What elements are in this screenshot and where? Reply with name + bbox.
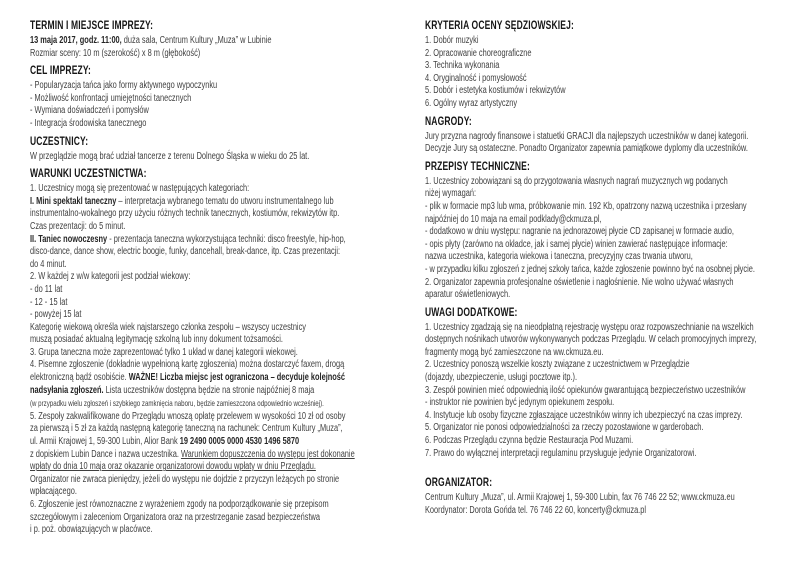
text-line xyxy=(425,73,799,86)
text-segment: W przeglądzie mogą brać udział tancerze z terenu Dolnego Śląska w wieku do 25 lat. xyxy=(30,150,310,162)
text-segment: fragmenty mogą być zamieszczone na ww.ckmuza.eu. xyxy=(425,346,604,358)
section-heading: CEL IMPREZY: xyxy=(30,65,92,78)
section-heading: UCZESTNICY: xyxy=(30,135,89,148)
text-line xyxy=(30,385,404,398)
text-line xyxy=(30,196,404,209)
text-line xyxy=(425,322,799,335)
text-segment: 5. Dobór i estetyka kostiumów i rekwizytów xyxy=(425,85,566,97)
text-segment: Centrum Kultury „Muza”, ul. Armii Krajowej 1, 59-300 Lubin, fax 76 746 22 52; www.ckmuza.eu xyxy=(425,492,735,504)
text-line xyxy=(425,359,799,372)
text-segment: - 12 - 15 lat xyxy=(30,296,68,308)
text-segment: dostępnych nośnikach utworów wykonywanych podczas Przeglądu. W celach promocyjnych imprezy, xyxy=(425,334,757,346)
text-segment: - plik w formacie mp3 lub wma, próbkowanie min. 192 Kb, opatrzony nazwą uczestnika i przesłany xyxy=(425,200,747,212)
section-heading: KRYTERIA OCENY SĘDZIOWSKIEJ: xyxy=(425,20,574,32)
text-line xyxy=(425,251,799,264)
text-segment: z dopiskiem Lubin Dance i nazwa uczestnika. xyxy=(30,448,181,460)
text-segment: Jury przyzna nagrody finansowe i statuetki GRACJI dla najlepszych uczestników w danej kategorii. xyxy=(425,130,749,142)
text-segment: Rozmiar sceny: 10 m (szerokość) x 8 m (głębokość) xyxy=(30,47,201,59)
text-line xyxy=(30,151,404,164)
text-segment: - dodatkowo w dniu występu: nagranie na jednorazowej płycie CD zapisanej w formacie audio, xyxy=(425,226,734,238)
text-line xyxy=(425,226,799,239)
text-line xyxy=(425,334,799,347)
text-line xyxy=(30,35,404,48)
section-heading: NAGRODY: xyxy=(425,115,472,128)
text-line xyxy=(425,35,799,48)
text-segment: - prezentacja taneczna wykorzystująca techniki: disco freestyle, hip-hop, xyxy=(107,233,346,245)
text-line xyxy=(30,105,404,118)
text-line xyxy=(425,505,799,518)
text-line xyxy=(30,334,404,347)
text-line xyxy=(30,297,404,310)
text-line xyxy=(425,397,799,410)
text-segment: 5. Zespoły zakwalifikowane do Przeglądu wnoszą opłatę przelewem w wysokości 10 zł od osoby xyxy=(30,410,346,422)
section-heading: ORGANIZATOR: xyxy=(425,477,493,490)
text-line xyxy=(30,246,404,259)
text-segment: nazwa uczestnika, kategoria wiekowa i taneczna, precyzyjny czas trwania utworu, xyxy=(425,251,693,263)
text-line xyxy=(30,347,404,360)
text-segment: duża sala, Centrum Kultury „Muza” w Lubinie xyxy=(121,35,272,46)
text-line xyxy=(30,359,404,372)
text-segment: I. Mini spektakl taneczny xyxy=(30,195,117,207)
text-line xyxy=(425,48,799,61)
text-segment: 5. Organizator nie ponosi odpowiedzialności za rzeczy pozostawione w garderobach. xyxy=(425,422,704,434)
text-line xyxy=(30,259,404,272)
text-segment: - Integracja środowiska tanecznego xyxy=(30,117,147,129)
text-segment: do 4 minut. xyxy=(30,258,67,270)
text-segment: 4. Instytucje lub osoby fizyczne zgłaszające uczestników winny ich ubezpieczyć na czas imprezy. xyxy=(425,409,743,421)
text-line xyxy=(425,410,799,423)
text-line xyxy=(425,239,799,252)
text-line xyxy=(30,309,404,322)
text-line xyxy=(30,524,404,537)
text-line xyxy=(30,208,404,221)
text-line xyxy=(30,322,404,335)
text-segment: 6. Podczas Przeglądu czynna będzie Restauracja Pod Muzami. xyxy=(425,435,634,447)
text-segment: - w przypadku kilku zgłoszeń z jednej szkoły tańca, każde zgłoszenie powinno być na osobnej płycie. xyxy=(425,263,755,275)
text-line xyxy=(425,131,799,144)
text-line xyxy=(30,183,404,196)
text-segment: (w przypadku wielu zgłoszeń i szybkiego zamknięcia naboru, będzie zamieszczona odpowiednio wcześniej). xyxy=(30,398,324,409)
text-line xyxy=(425,422,799,435)
text-segment: i p. poż. obowiązujących w placówce. xyxy=(30,524,153,536)
text-line xyxy=(30,271,404,284)
text-segment: Kategorię wiekową określa wiek najstarszego członka zespołu – wszyscy uczestnicy xyxy=(30,321,306,333)
text-line xyxy=(30,397,404,411)
text-line xyxy=(30,234,404,247)
text-line xyxy=(30,461,404,474)
text-line xyxy=(425,214,799,227)
text-segment: - Popularyzacja tańca jako formy aktywnego wypoczynku xyxy=(30,80,218,92)
text-line xyxy=(425,448,799,461)
text-line xyxy=(30,512,404,525)
text-line xyxy=(425,289,799,302)
section-heading: WARUNKI UCZESTNICTWA: xyxy=(30,168,147,181)
text-segment: 4. Oryginalność i pomysłowość xyxy=(425,72,527,84)
text-line xyxy=(425,85,799,98)
text-segment: disco-dance, dance show, electric boogie, funky, dancehall, break-dance, itp. Czas prezentacji: xyxy=(30,246,341,258)
text-line xyxy=(30,449,404,462)
text-line xyxy=(425,201,799,214)
text-segment: elektroniczną bądź osobiście. xyxy=(30,372,129,384)
text-line xyxy=(425,98,799,111)
text-segment: muszą posiadać aktualną legitymację szkolną lub inny dokument tożsamości. xyxy=(30,334,283,346)
text-segment: niżej wymagań: xyxy=(425,188,477,200)
text-segment: - opis płyty (zarówno na okładce, jak i samej płycie) winien zawierać następujące informacje: xyxy=(425,238,728,250)
text-segment: 2. Opracowanie choreograficzne xyxy=(425,47,532,59)
text-line xyxy=(30,436,404,449)
column-left-content xyxy=(30,20,404,537)
text-segment: 2. Uczestnicy ponoszą wszelkie koszty związane z uczestnictwem w Przeglądzie xyxy=(425,359,690,371)
text-segment: wpłacającego. xyxy=(30,486,77,498)
column-right-content xyxy=(425,20,799,517)
text-segment: 13 maja 2017, godz. 11:00, xyxy=(30,35,122,46)
text-segment: ul. Armii Krajowej 1, 59-300 Lubin, Alior Bank xyxy=(30,436,180,448)
section-heading: PRZEPISY TECHNICZNE: xyxy=(425,160,530,173)
text-line xyxy=(425,435,799,448)
text-line xyxy=(30,93,404,106)
text-segment: wpłaty do dnia 10 maja oraz okazanie organizatorowi dowodu wpłaty w dniu Przeglądu. xyxy=(30,461,316,473)
text-segment: II. Taniec nowoczesny xyxy=(30,233,108,245)
text-segment: za pierwszą i 5 zł za każdą następną kategorię taneczną na rachunek: Centrum Kultury „Muza”, xyxy=(30,423,343,435)
text-line xyxy=(30,118,404,131)
text-line xyxy=(425,277,799,290)
text-segment: 1. Uczestnicy zgadzają się na nieodpłatną rejestrację występu oraz rozpowszechnianie na wszelkich xyxy=(425,321,754,333)
text-segment: 1. Uczestnicy mogą się prezentować w następujących kategoriach: xyxy=(30,183,250,195)
text-segment: nadsyłania zgłoszeń. xyxy=(30,384,104,396)
text-segment: Organizator nie zwraca pieniędzy, jeżeli do występu nie dojdzie z przyczyn leżących po stronie xyxy=(30,473,340,485)
text-line xyxy=(30,284,404,297)
text-segment: 3. Technika wykonania xyxy=(425,60,500,72)
text-line xyxy=(425,60,799,73)
text-segment: Lista uczestników dostępna będzie na stronie najpóźniej 8 maja xyxy=(103,384,315,396)
text-line xyxy=(425,347,799,360)
text-segment: Warunkiem dopuszczenia do występu jest dokonanie xyxy=(180,448,355,460)
text-segment: – interpretacja wybranego tematu do utworu instrumentalnego lub xyxy=(116,195,334,207)
text-line xyxy=(30,372,404,385)
text-line xyxy=(30,411,404,424)
section-heading: TERMIN I MIEJSCE IMPREZY: xyxy=(30,20,154,32)
text-segment: 6. Zgłoszenie jest równoznaczne z wyrażeniem zgody na podporządkowanie się przepisom xyxy=(30,499,329,510)
text-segment: - Możliwość konfrontacji umiejętności tanecznych xyxy=(30,92,192,104)
column-right xyxy=(425,20,800,517)
text-segment: 19 2490 0005 0000 4530 1496 5870 xyxy=(179,436,300,448)
text-line xyxy=(425,264,799,277)
text-segment: Czas prezentacji: do 5 minut. xyxy=(30,220,126,232)
text-segment: (dojazdy, ubezpieczenie, usługi pocztowe itp.). xyxy=(425,372,578,384)
text-segment: 7. Prawo do wyłącznej interpretacji regulaminu przysługuje jedynie Organizatorowi. xyxy=(425,447,697,459)
text-segment: szczegółowym i zaleceniom Organizatora oraz na przestrzeganie zasad bezpieczeństwa xyxy=(30,511,320,523)
text-segment: 1. Uczestnicy zobowiązani są do przygotowania własnych nagrań muzycznych wg podanych xyxy=(425,175,728,187)
text-line xyxy=(425,372,799,385)
text-line xyxy=(30,221,404,234)
text-line xyxy=(425,143,799,156)
text-segment: - Wymiana doświadczeń i pomysłów xyxy=(30,105,149,117)
text-segment: - instruktor nie powinien być jedynym opiekunem zespołu. xyxy=(425,397,615,409)
text-segment: Decyzje Jury są ostateczne. Ponadto Organizator zapewnia pamiątkowe dyplomy dla uczestników. xyxy=(425,143,748,155)
text-line xyxy=(425,492,799,505)
text-line xyxy=(425,385,799,398)
text-segment: 2. W każdej z w/w kategorii jest podział wiekowy: xyxy=(30,271,191,283)
text-segment: Koordynator: Dorota Gońda tel. 76 746 22 60, koncerty@ckmuza.pl xyxy=(425,504,647,516)
text-segment: 3. Grupa taneczna może zaprezentować tylko 1 układ w danej kategorii wiekowej. xyxy=(30,346,298,358)
text-line xyxy=(30,80,404,93)
text-line xyxy=(30,48,404,61)
text-segment: 1. Dobór muzyki xyxy=(425,35,479,46)
text-segment: 6. Ogólny wyraz artystyczny xyxy=(425,97,518,109)
text-segment: 3. Zespół powinien mieć odpowiednią ilość opiekunów gwarantującą bezpieczeństwo uczestników xyxy=(425,384,746,396)
text-line xyxy=(30,423,404,436)
text-segment: WAŻNE! Liczba miejsc jest ograniczona – decyduje kolejność xyxy=(128,372,346,384)
text-segment: najpóźniej do 10 maja na email podklady@ckmuza.pl, xyxy=(425,213,602,225)
text-segment: instrumentalno-wokalnego przy użyciu różnych technik tanecznych, kostiumów, rekwizytów itp. xyxy=(30,208,340,220)
text-segment: - do 11 lat xyxy=(30,283,63,295)
text-line xyxy=(30,499,404,512)
text-segment: aparatur oświetleniowych. xyxy=(425,289,511,301)
text-segment: 2. Organizator zapewnia profesjonalne oświetlenie i nagłośnienie. Nie wolno używać własnych xyxy=(425,276,734,288)
section-heading: UWAGI DODATKOWE: xyxy=(425,306,518,319)
text-segment: - powyżej 15 lat xyxy=(30,309,82,321)
text-line xyxy=(425,188,799,201)
text-line xyxy=(30,474,404,487)
text-line xyxy=(425,176,799,189)
text-line xyxy=(30,486,404,499)
text-segment: 4. Pisemne zgłoszenie (dokładnie wypełnioną kartę zgłoszenia) można dostarczyć faxem, drogą xyxy=(30,359,345,371)
